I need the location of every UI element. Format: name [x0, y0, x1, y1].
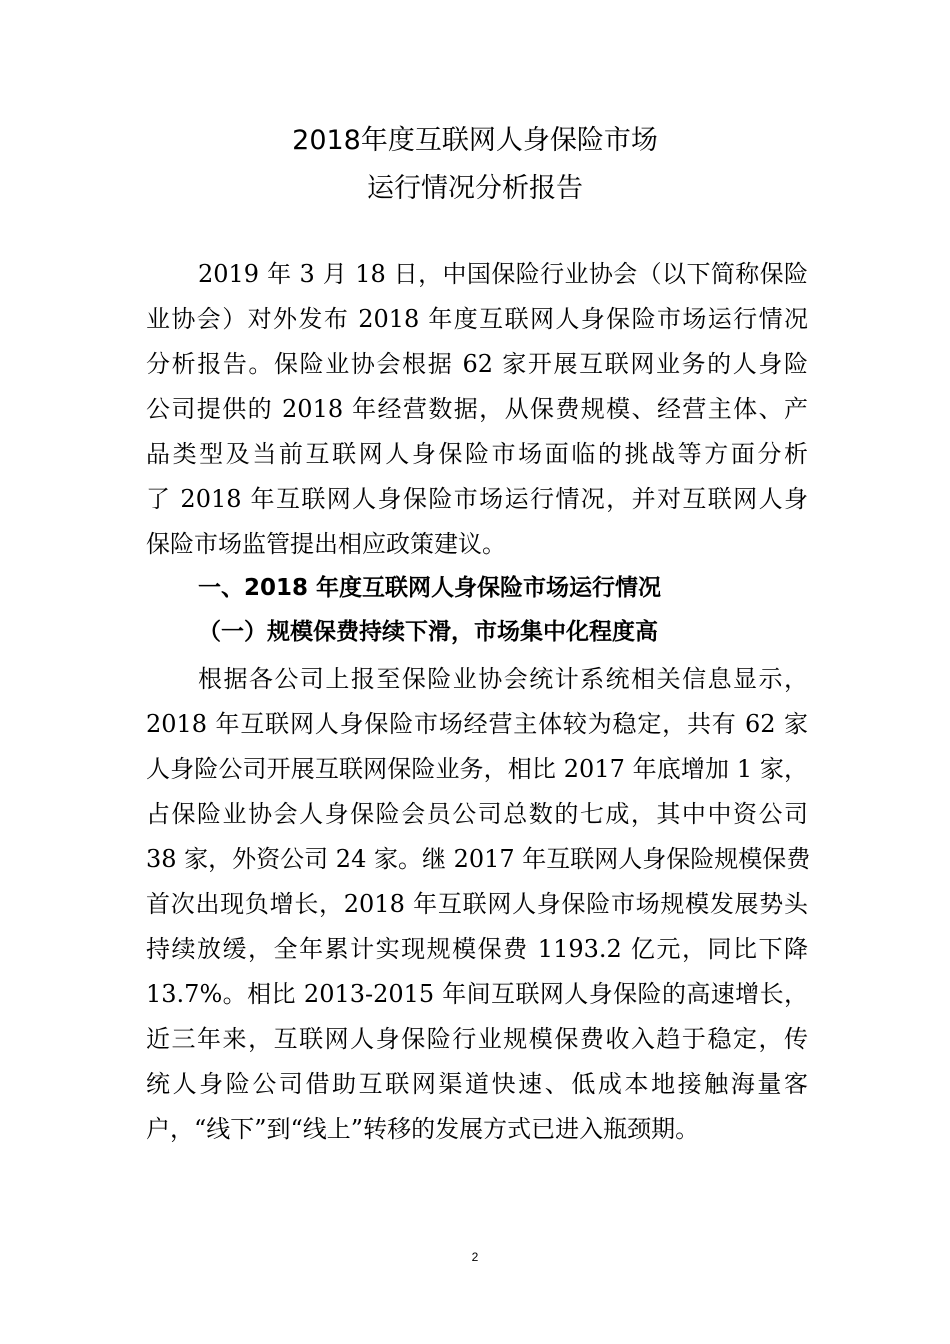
section-paragraph — [146, 657, 811, 1152]
text-line: 2019 年 3 月 18 日，中国保险行业协会（以下简称保险 — [198, 260, 808, 288]
text-line: 占保险业协会人身保险会员公司总数的七成，其中中资公司 — [146, 800, 808, 828]
text-line: 2018 年互联网人身保险市场经营主体较为稳定，共有 62 家 — [146, 710, 808, 738]
text-line: 品类型及当前互联网人身保险市场面临的挑战等方面分析 — [146, 440, 808, 468]
text-line: 了 2018 年互联网人身保险市场运行情况，并对互联网人身 — [146, 485, 808, 513]
intro-paragraph — [146, 252, 808, 567]
text-line: 近三年来，互联网人身保险行业规模保费收入趋于稳定，传 — [146, 1025, 808, 1053]
text-line: 公司提供的 2018 年经营数据，从保费规模、经营主体、产 — [146, 395, 808, 423]
document-title-line-1: 2018年度互联网人身保险市场 — [292, 125, 658, 156]
text-line: 13.7%。相比 2013-2015 年间互联网人身保险的高速增长， — [146, 980, 808, 1008]
document-title-line-2: 运行情况分析报告 — [367, 173, 583, 204]
page-number: 2 — [471, 1250, 479, 1264]
text-line: 根据各公司上报至保险业协会统计系统相关信息显示， — [198, 665, 808, 693]
text-line: 首次出现负增长，2018 年互联网人身保险市场规模发展势头 — [146, 890, 808, 918]
text-line: 人身险公司开展互联网保险业务，相比 2017 年底增加 1 家， — [146, 755, 808, 783]
text-line: 38 家，外资公司 24 家。继 2017 年互联网人身保险规模保费 — [146, 845, 811, 873]
text-line: 户，“线下”到“线上”转移的发展方式已进入瓶颈期。 — [146, 1115, 700, 1143]
text-line: 分析报告。保险业协会根据 62 家开展互联网业务的人身险 — [146, 350, 808, 378]
text-line: 业协会）对外发布 2018 年度互联网人身保险市场运行情况 — [146, 305, 808, 333]
section-heading: 一、2018 年度互联网人身保险市场运行情况 — [198, 575, 662, 601]
text-line: 保险市场监管提出相应政策建议。 — [146, 530, 506, 558]
subsection-heading: （一）规模保费持续下滑，市场集中化程度高 — [198, 619, 658, 645]
text-line: 持续放缓，全年累计实现规模保费 1193.2 亿元，同比下降 — [146, 935, 808, 963]
text-line: 统人身险公司借助互联网渠道快速、低成本地接触海量客 — [146, 1070, 808, 1098]
